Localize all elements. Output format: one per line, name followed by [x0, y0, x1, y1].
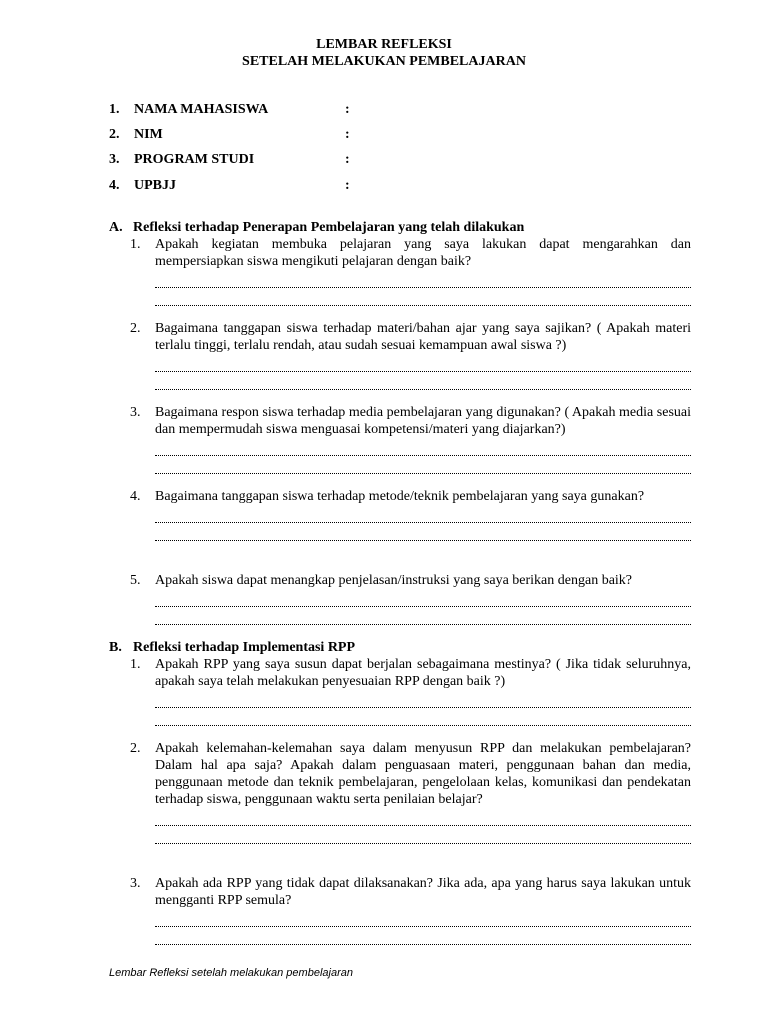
page-footer: Lembar Refleksi setelah melakukan pembelajaran: [109, 967, 353, 979]
answer-line[interactable]: [155, 354, 691, 372]
answer-line[interactable]: [155, 927, 691, 945]
question-text: Apakah ada RPP yang tidak dapat dilaksanakan? Jika ada, apa yang harus saya lakukan untuk mengganti RPP semula?: [155, 876, 691, 908]
field-label: UPBJJ: [134, 178, 176, 193]
answer-line[interactable]: [155, 708, 691, 726]
section-a-heading: [109, 220, 524, 236]
question-number: 2.: [130, 741, 141, 756]
section-letter: B.: [109, 640, 122, 655]
answer-line[interactable]: [155, 523, 691, 541]
question-number: 2.: [130, 321, 141, 336]
question-text: Apakah kelemahan-kelemahan saya dalam menyusun RPP dan melakukan pembelajaran? Dalam hal apa saja? Apakah dalam penguasaan materi, penggunaan bahan dan media, penggunaan metode dan teknik pembelajaran, pengelolaan kelas, komunikasi dan pendekatan terhadap siswa, penggunaan waktu serta penilaian belajar?: [155, 741, 691, 807]
question-number: 3.: [130, 405, 141, 420]
answer-line[interactable]: [155, 690, 691, 708]
field-label: NAMA MAHASISWA: [134, 102, 269, 117]
question-a3: [130, 404, 691, 474]
field-number: 4.: [109, 178, 120, 193]
question-text: Bagaimana tanggapan siswa terhadap metode/teknik pembelajaran yang saya gunakan?: [155, 489, 645, 504]
section-b-heading: [109, 640, 355, 656]
answer-line[interactable]: [155, 270, 691, 288]
question-text: Bagaimana respon siswa terhadap media pembelajaran yang digunakan? ( Apakah media sesuai dan mempermudah siswa menguasai kompetensi/materi yang diajarkan?): [155, 405, 691, 437]
answer-line[interactable]: [155, 826, 691, 844]
question-a4: [130, 488, 691, 541]
field-colon: :: [345, 178, 350, 193]
section-title: Refleksi terhadap Implementasi RPP: [133, 640, 356, 655]
question-b3: [130, 875, 691, 945]
answer-line[interactable]: [155, 589, 691, 607]
question-a5: [130, 572, 691, 625]
field-colon: :: [345, 102, 350, 117]
answer-line[interactable]: [155, 808, 691, 826]
question-text: Apakah siswa dapat menangkap penjelasan/instruksi yang saya berikan dengan baik?: [155, 573, 633, 588]
section-title: Refleksi terhadap Penerapan Pembelajaran yang telah dilakukan: [133, 220, 525, 235]
field-number: 2.: [109, 127, 120, 142]
answer-line[interactable]: [155, 909, 691, 927]
field-number: 3.: [109, 152, 120, 167]
question-number: 3.: [130, 876, 141, 891]
answer-line[interactable]: [155, 505, 691, 523]
document-title: LEMBAR REFLEKSI: [316, 37, 452, 52]
answer-line[interactable]: [155, 372, 691, 390]
answer-line[interactable]: [155, 288, 691, 306]
question-a2: [130, 320, 691, 390]
section-letter: A.: [109, 220, 123, 235]
document-subtitle: SETELAH MELAKUKAN PEMBELAJARAN: [242, 54, 526, 69]
answer-line[interactable]: [155, 456, 691, 474]
question-text: Apakah kegiatan membuka pelajaran yang saya lakukan dapat mengarahkan dan mempersiapkan siswa mengikuti pelajaran dengan baik?: [155, 237, 691, 269]
answer-line[interactable]: [155, 607, 691, 625]
question-number: 4.: [130, 489, 141, 504]
field-colon: :: [345, 152, 350, 167]
question-a1: [130, 236, 691, 306]
answer-line[interactable]: [155, 438, 691, 456]
question-text: Apakah RPP yang saya susun dapat berjalan sebagaimana mestinya? ( Jika tidak seluruhnya, apakah saya telah melakukan penyesuaian RPP dengan baik ?): [155, 657, 691, 689]
field-label: PROGRAM STUDI: [134, 152, 255, 167]
field-colon: :: [345, 127, 350, 142]
question-b1: [130, 656, 691, 726]
question-text: Bagaimana tanggapan siswa terhadap materi/bahan ajar yang saya sajikan? ( Apakah materi terlalu tinggi, terlalu rendah, atau sudah sesuai kemampuan awal siswa ?): [155, 321, 691, 353]
question-number: 5.: [130, 573, 141, 588]
field-label: NIM: [134, 127, 163, 142]
question-number: 1.: [130, 657, 141, 672]
question-number: 1.: [130, 237, 141, 252]
field-number: 1.: [109, 102, 120, 117]
question-b2: [130, 740, 691, 844]
